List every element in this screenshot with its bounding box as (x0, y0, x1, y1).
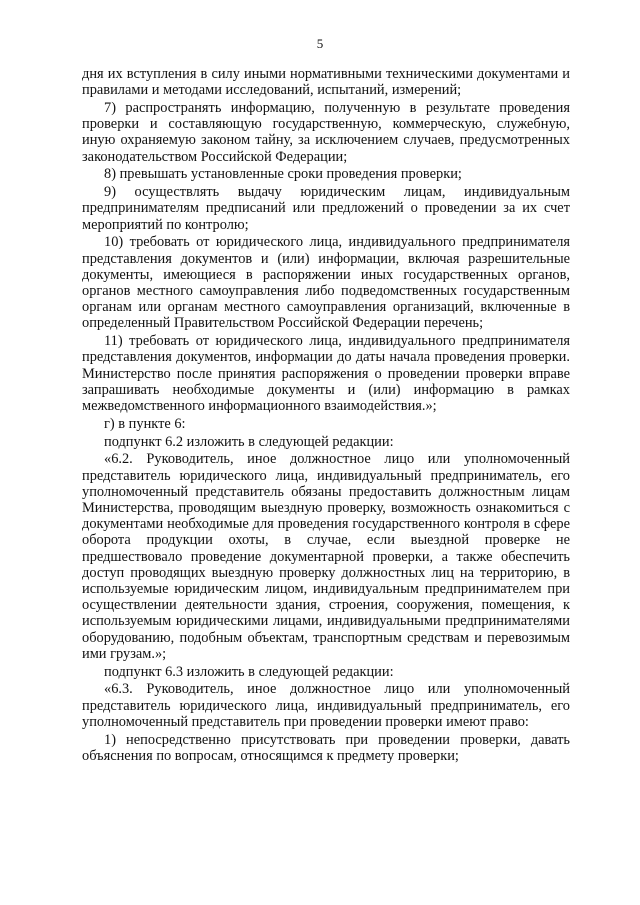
paragraph: 11) требовать от юридического лица, индивидуального предпринимателя представления документов, информации до даты начала проведения проверки. Министерство после принятия распоряжения о проведении проверки вправе запрашивать необходимые документы и (или) информацию в рамках межведомственного информационного взаимодействия.»; (82, 333, 570, 415)
paragraph: подпункт 6.2 изложить в следующей редакции: (104, 433, 394, 450)
paragraph: «6.2. Руководитель, иное должностное лицо или уполномоченный представитель юридического лица, индивидуальный предприниматель, его уполномоченный представитель обязаны предоставить должностным лицам Министерства, проводящим выездную проверку, возможность ознакомиться с документами необходимые для проведения государственного контроля в сфере оборота продукции охоты, в случае, если выездной проверке не предшествовало проведение документарной проверки, а также обеспечить доступ проводящих выездную проверку должностных лиц на территорию, в используемые юридическим лицом, индивидуальным предпринимателем при осуществлении деятельности здания, строения, сооружения, помещения, к используемым юридическими лицами, индивидуальными предпринимателями оборудованию, подобным объектам, транспортным средствам и перевозимым ими грузам.»; (82, 451, 570, 662)
paragraph: 8) превышать установленные сроки проведения проверки; (104, 166, 462, 183)
paragraph: 1) непосредственно присутствовать при проведении проверки, давать объяснения по вопросам, относящимся к предмету проверки; (82, 731, 570, 764)
paragraph: дня их вступления в силу иными нормативными техническими документами и правилами и методами исследований, испытаний, измерений; (82, 66, 570, 99)
paragraph: 9) осуществлять выдачу юридическим лицам, индивидуальным предпринимателям предписаний или предложений о проведении за их счет мероприятий по контролю; (82, 184, 570, 233)
paragraph: 10) требовать от юридического лица, индивидуального предпринимателя представления документов и (или) информации, включая разрешительные документы, имеющиеся в распоряжении иных государственных органов, органов местного самоуправления либо подведомственных государственным органам или органам местного самоуправления организаций, включенные в определенный Правительством Российской Федерации перечень; (82, 234, 570, 332)
document-body (82, 66, 570, 766)
paragraph: 7) распространять информацию, полученную в результате проведения проверки и составляющую государственную, коммерческую, служебную, иную охраняемую законом тайну, за исключением случаев, предусмотренных законодательством Российской Федерации; (82, 100, 570, 165)
paragraph: подпункт 6.3 изложить в следующей редакции: (104, 663, 394, 680)
paragraph: «6.3. Руководитель, иное должностное лицо или уполномоченный представитель юридического лица, индивидуальный предприниматель, его уполномоченный представитель при проведении проверки имеют право: (82, 681, 570, 730)
paragraph: г) в пункте 6: (104, 415, 186, 432)
page-number: 5 (316, 36, 324, 51)
